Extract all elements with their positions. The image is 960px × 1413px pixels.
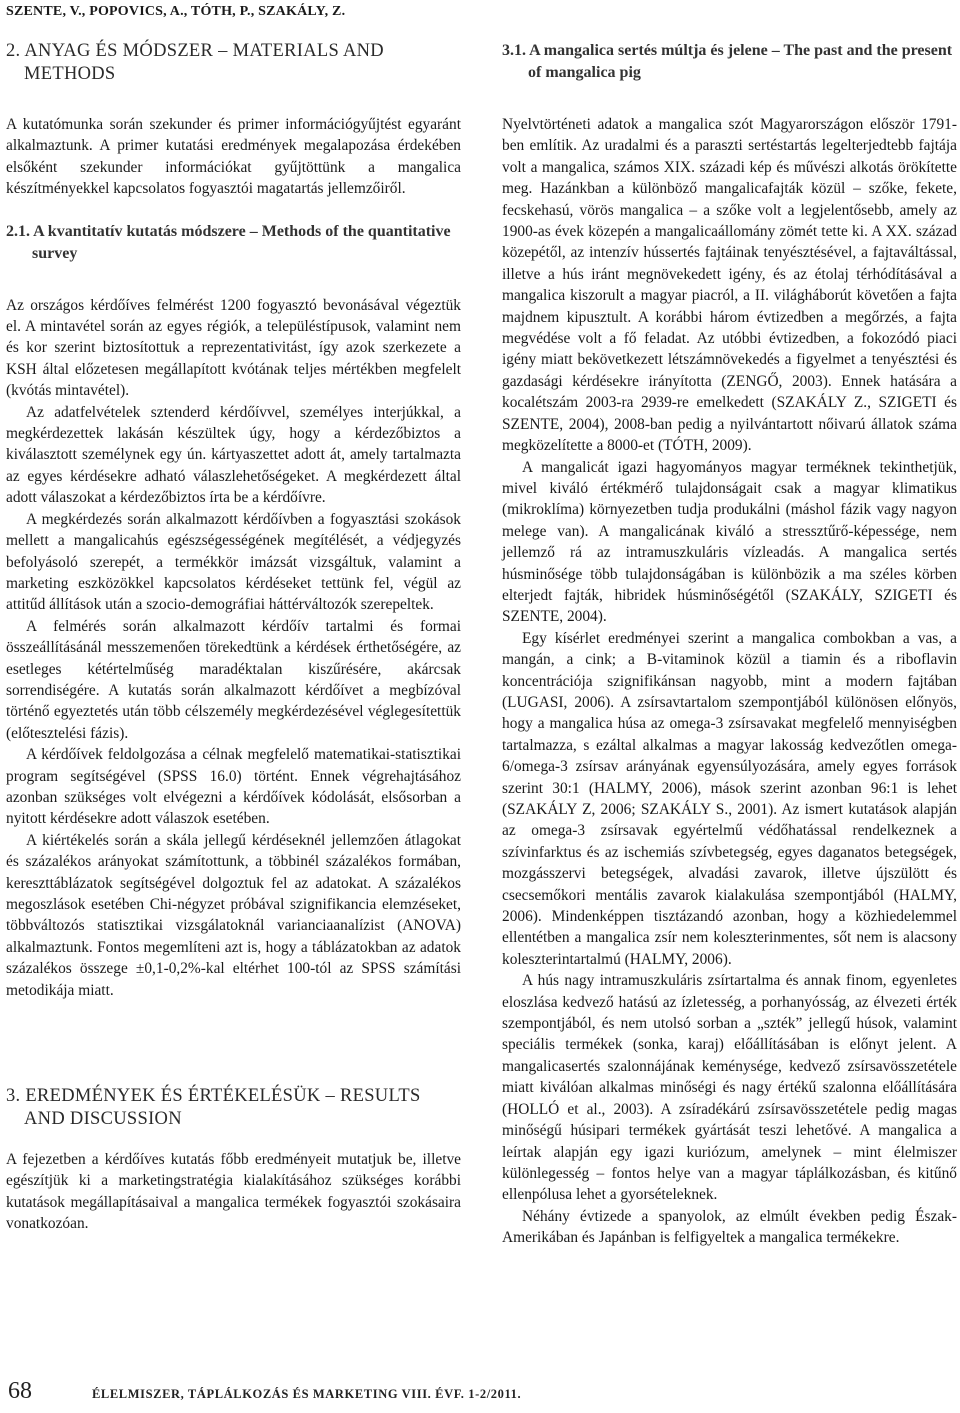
paragraph: A kutatómunka során szekunder és primer információgyűjtést egyaránt alkalmaztunk. A primer kutatási eredmények megalapozása érdekében elsőként szekunder információkat gyűjtöttünk a mangalica készítményekkel kapcsolatos fogyasztói magatartás jellemzőiről. bbox=[6, 116, 461, 198]
paragraph: A kiértékelés során a skála jellegű kérdéseknél jellemzően átlagokat és százalékos arányokat számítottunk, a többinél százalékos formában, kereszttáblázatok segítségével dolgoztuk fel az adatokat. A százalékos megoszlások esetében Chi-négyzet próbával szignifikancia elemzéseket, többváltozós statisztikai vizsgálatoknál varianciaanalízist (ANOVA) alkalmaztunk. Fontos megemlíteni azt is, hogy a táblázatokban az adatok százalékos összege ±0,1-0,2%-kal eltérhet 100-tól az SPSS számítási metodikája miatt. bbox=[6, 831, 461, 999]
paragraph: Nyelvtörténeti adatok a mangalica szót Magyarországon először 1791-ben említik. Az uradalmi és a paraszti sertéstartás legelterjedtebb fajtája volt a mangalica, számos XIX. századi kép és művészi alkotás örökítette meg. Hazánkban a különböző mangalicafajták közül – szőke, fekete, fecskehasú, vörös mangalica – a szőke volt a legjelentősebb, amely az 1900-as évek közepén a mangalicaállomány zömét tette ki. A XX. század közepétől, az intenzív hússertés fajtáinak tenyésztésével, a fajtaváltással, illetve a hús iránt megnövekedett igény, és az étolaj térhódításával a mangalica kiszorult a magyar piacról, a II. világháborút követően a fajta majdnem kipusztult. A korábbi három évtizedben a megőrzés, a fajta megvédése volt a fő feladat. Az utóbbi évtizedben, a fokozódó piaci igény miatt bekövetkezett létszámnövekedés a figyelmet a tenyésztési és gazdasági kérdésekre irányította (ZENGŐ, 2003). Ennek hatására a kocalétszám 2003-ra 2939-re emelkedett (SZAKÁLY Z., SZIGETI és SZENTE, 2004), 2008-ban pedig a nyilvántartott nőivarú állatok száma megközelítette a 8000-et (TÓTH, 2009). bbox=[502, 116, 957, 455]
section-2-title: 2. ANYAG ÉS MÓDSZER – MATERIALS AND METHODS bbox=[6, 41, 384, 84]
running-head: SZENTE, V., POPOVICS, A., TÓTH, P., SZAKÁLY, Z. bbox=[6, 4, 346, 19]
paragraph: A megkérdezés során alkalmazott kérdőívben a fogyasztási szokások mellett a mangalicahús egészségességének megítélését, a védjegyzés befolyásoló szerepét, a termékkör imázsát vizsgáltuk, valamint a marketing eszközökkel kapcsolatos kérdéseket tettünk fel, végül az attitűd állítások után a szocio-demográfiai háttérváltozók szerepeltek. bbox=[6, 510, 461, 614]
page-number: 68 bbox=[8, 1378, 32, 1404]
subsection-2-1-title: 2.1. A kvantitatív kutatás módszere – Methods of the quantitative survey bbox=[6, 222, 451, 262]
subsection-3-1-title: 3.1. A mangalica sertés múltja és jelene – The past and the present of mangalica pig bbox=[502, 42, 953, 81]
paragraph: Az adatfelvételek sztenderd kérdőívvel, személyes interjúkkal, a megkérdezettek lakásán készültek úgy, hogy a kérdezőbiztos a kiválasztott személynek egy ún. kártyaszettet adott át, amely tartalmazta az egyes kérdésekre adható válaszlehetőségeket. A megkérdezett által adott válaszokat a kérdezőbiztos írta be a kérdőívre. bbox=[6, 403, 461, 507]
left-column bbox=[6, 40, 461, 1235]
paragraph: Néhány évtizede a spanyolok, az elmúlt években pedig Észak-Amerikában és Japánban is felfigyeltek a mangalica termékekre. bbox=[502, 1207, 957, 1247]
paragraph: Az országos kérdőíves felmérést 1200 fogyasztó bevonásával végeztük el. A mintavétel során az egyes régiók, a településtípusok, valamint nem és kor szerint biztosítottuk a reprezentativitást, így azok szerkezete a KSH által előzetesen megállapított kvótának teljes mértékben megfelelt (kvótás mintavétel). bbox=[6, 296, 461, 400]
right-column bbox=[502, 40, 957, 1249]
paragraph: A mangalicát igazi hagyományos magyar terméknek tekinthetjük, mivel kiváló értékmérő tulajdonságait csak a magyar klimatikus (mikroklíma) környezetben tudja produkálni (máshol fázik vagy nagyon melege van). A mangalicának kiváló a stressztűrő-képessége, nem jellemző rá az intramuszkuláris vízleadás. A mangalica sertés húsminősége több tulajdonságában is különbözik a ma széles körben elterjedt fajták, hibridek húsminőségétől (SZAKÁLY, SZIGETI és SZENTE, 2004). bbox=[502, 458, 957, 626]
paragraph: A felmérés során alkalmazott kérdőív tartalmi és formai összeállításánál messzemenően törekedtünk a kérdések érthetőségére, az esetleges kétértelműség maradéktalan kiszűrésére, akárcsak sorrendiségére. A kutatás során alkalmazott kérdőívet a megbízóval történő egyeztetés után több célszemély megkérdezésével véglegesítettük (előtesztelési fázis). bbox=[6, 617, 461, 742]
paragraph: Egy kísérlet eredményei szerint a mangalica combokban a vas, a mangán, a cink; a B-vitaminok közül a tiamin és a riboflavin koncentrációja szignifikánsan nagyobb, mint a modern fajtában (LUGASI, 2006). A zsírsavtartalom szempontjából különösen előnyös, hogy a mangalica húsa az omega-3 zsírsavakat megfelelő mennyiségben tartalmazza, s ezáltal alkalmas a magyar lakosság kedvezőtlen omega-6/omega-3 zsírsav arányának egyensúlyozására, amely egyes források szerint 30:1 (HALMY, 2006), mások szerint azonban 96:1 is lehet (SZAKÁLY Z, 2006; SZAKÁLY S., 2001). Az ismert kutatások alapján az omega-3 zsírsavak egyértelmű védőhatással rendelkeznek a szívinfarktus és az ischemiás szívbetegség, egyes daganatos betegségek, mozgásszervi betegségek, alvadási zavarok, illetve újszülött és csecsemőkori mentális zavarok kialakulása szempontjából (HALMY, 2006). Mindenképpen tisztázandó azonban, hogy a közhiedelemmel ellentétben a mangalica zsír nem koleszterinmentes, sőt nem is alacsony koleszterintartalmú (HALMY, 2006). bbox=[502, 629, 957, 968]
paragraph: A fejezetben a kérdőíves kutatás főbb eredményeit mutatjuk be, illetve egészítjük ki a marketingstratégia kialakításához szükséges korábbi kutatások megállapításaival a mangalica termékek fogyasztói szokásaira vonatkozóan. bbox=[6, 1151, 461, 1233]
section-3-title: 3. EREDMÉNYEK ÉS ÉRTÉKELÉSÜK – RESULTS AND DISCUSSION bbox=[6, 1086, 421, 1130]
paragraph: A kérdőívek feldolgozása a célnak megfelelő matematikai-statisztikai program segítségével (SPSS 16.0) történt. Ennek végrehajtásához azonban szükséges volt elvégezni a kérdőívek kódolását, elsősorban a nyitott kérdésekre adott válaszok esetében. bbox=[6, 746, 461, 828]
paragraph: A hús nagy intramuszkuláris zsírtartalma és annak finom, egyenletes eloszlása kedvező hatású az ízletesség, a porhanyósság, az élvezeti érték szempontjából, és nem utolsó sorban a „szték” jellegű húsok, valamint speciális termékek (sonka, karaj) előállításában is előnyt jelent. A mangalicasertés szalonnájának keménysége, kedvező zsírsavösszetétele miatt kiválóan alkalmas minőségi és nagy értékű szalonna előállítására (HOLLÓ et al., 2003). A zsíradékárú zsírsavösszetétele pedig magas minőségű húsipari termékek gyártását teszi lehetővé. A mangalica a leírtak alapján egy igazi kuriózum, amelynek – mint élelmiszer különlegesség – fontos helye van a magyar táplálkozásban, és kitűnő ellenpólusa lehet a gyorsételeknek. bbox=[502, 972, 957, 1204]
journal-footer: ÉLELMISZER, TÁPLÁLKOZÁS ÉS MARKETING VIII. ÉVF. 1-2/2011. bbox=[92, 1387, 522, 1401]
